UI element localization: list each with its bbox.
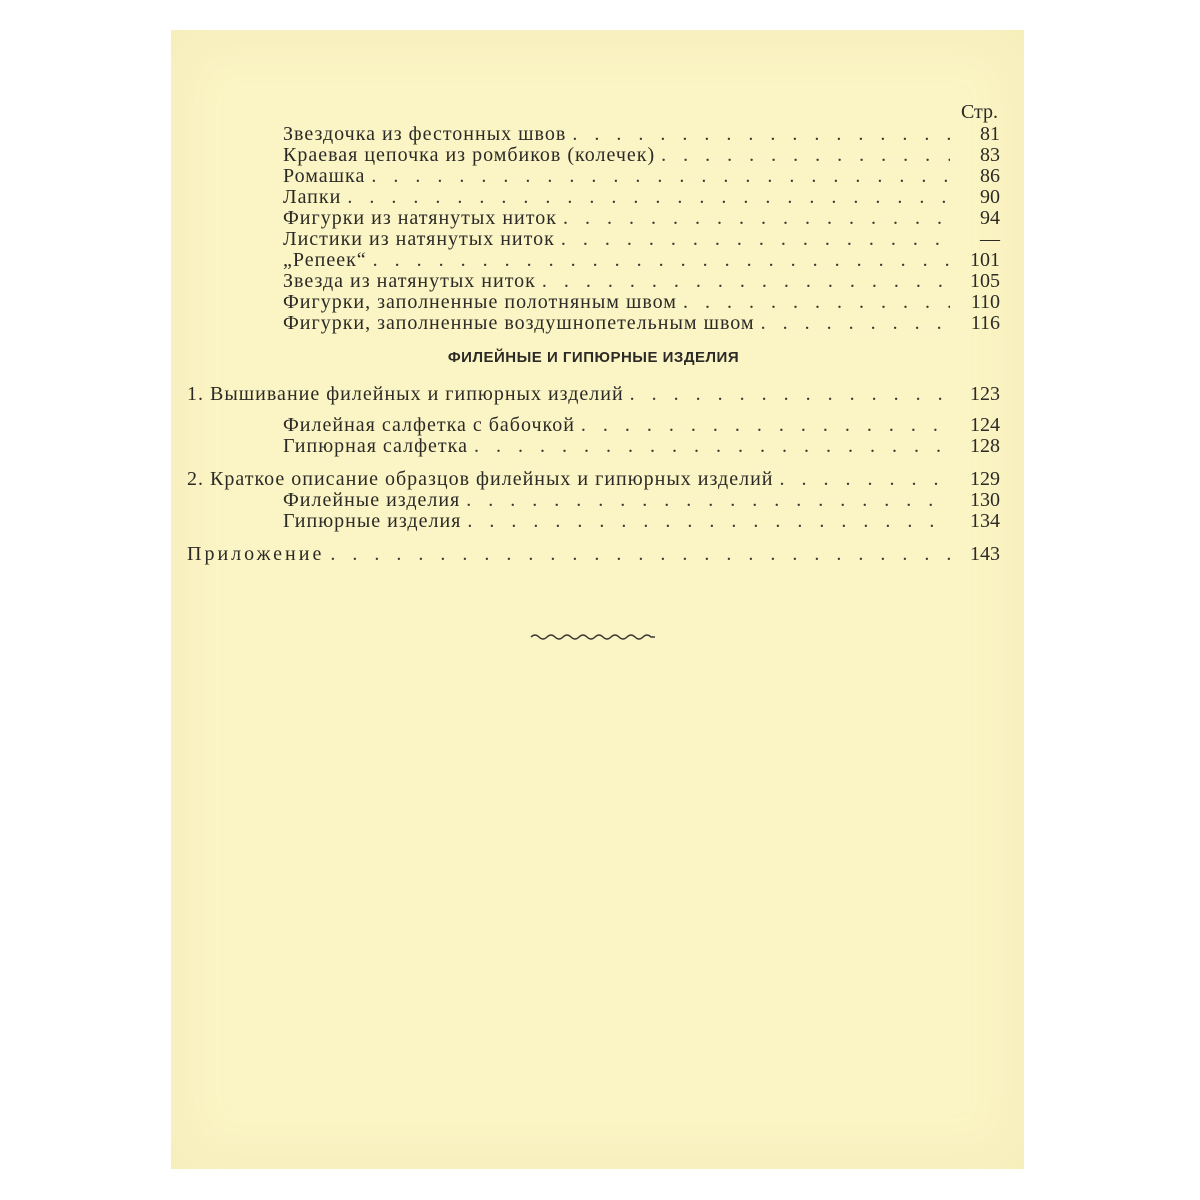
toc-chapter: [187, 469, 1000, 490]
dot-leader: [683, 292, 950, 313]
toc-entry-page: 94: [980, 207, 1000, 229]
toc-appendix-title: Приложение: [187, 543, 325, 565]
dot-leader: [467, 511, 950, 532]
toc-entry-page: 105: [970, 270, 1000, 292]
toc-entry-page: 90: [980, 186, 1000, 208]
toc-chapter-title: 2. Краткое описание образцов филейных и гипюрных изделий: [187, 468, 774, 490]
table-of-contents: [187, 100, 1000, 565]
toc-entry-page: 110: [970, 291, 1000, 313]
dot-leader: [661, 145, 950, 166]
dot-leader: [474, 436, 950, 457]
toc-entry-page: 83: [980, 144, 1000, 166]
toc-entry: [187, 313, 1000, 334]
decorative-divider-ornament: [529, 628, 657, 642]
toc-entry: [187, 187, 1000, 208]
dot-leader: [373, 250, 950, 271]
dot-leader: [466, 490, 950, 511]
toc-entry-title: Звездочка из фестонных швов: [283, 123, 567, 145]
toc-appendix-page: 143: [970, 543, 1000, 565]
toc-entry-title: Фигурки, заполненные воздушнопетельным швом: [283, 312, 755, 334]
toc-entry-title: Филейная салфетка с бабочкой: [283, 414, 575, 436]
dot-leader: [542, 271, 950, 292]
toc-entry: [187, 511, 1000, 532]
toc-entry-title: Ромашка: [283, 165, 366, 187]
toc-chapter-page: 123: [970, 383, 1000, 405]
toc-entry: [187, 271, 1000, 292]
toc-appendix: [187, 544, 1000, 565]
toc-chapter: [187, 384, 1000, 405]
toc-entry-title: Гипюрная салфетка: [283, 435, 468, 457]
dot-leader: [761, 313, 950, 334]
toc-entry-title: Лапки: [283, 186, 342, 208]
toc-entry: [187, 250, 1000, 271]
toc-entry-title: Филейные изделия: [283, 489, 461, 511]
dot-leader: [330, 544, 950, 565]
dot-leader: [371, 166, 950, 187]
toc-entry: [187, 436, 1000, 457]
toc-entry: [187, 229, 1000, 250]
toc-entry-title: Краевая цепочка из ромбиков (колечек): [283, 144, 656, 166]
toc-entry-page: —: [980, 228, 1000, 250]
section-heading: ФИЛЕЙНЫЕ И ГИПЮРНЫЕ ИЗДЕЛИЯ: [447, 349, 740, 366]
toc-entry-page: 81: [980, 123, 1000, 145]
toc-entry-title: Гипюрные изделия: [283, 510, 462, 532]
toc-entry-page: 101: [970, 249, 1000, 271]
toc-entry-title: Звезда из натянутых ниток: [283, 270, 536, 292]
toc-entry-page: 130: [970, 489, 1000, 511]
toc-entry-title: Листики из натянутых ниток: [283, 228, 555, 250]
dot-leader: [581, 415, 950, 436]
dot-leader: [347, 187, 950, 208]
toc-entry: [187, 208, 1000, 229]
dot-leader: [561, 229, 950, 250]
toc-chapter-page: 129: [970, 468, 1000, 490]
book-page: [171, 30, 1024, 1169]
toc-entry-title: „Репеек“: [283, 249, 367, 271]
toc-entry: [187, 124, 1000, 145]
toc-entry: [187, 145, 1000, 166]
toc-entry-page: 128: [970, 435, 1000, 457]
toc-entry-page: 124: [970, 414, 1000, 436]
dot-leader: [572, 124, 950, 145]
toc-entry: [187, 292, 1000, 313]
toc-entry-title: Фигурки, заполненные полотняным швом: [283, 291, 677, 313]
toc-entry: [187, 490, 1000, 511]
toc-entry-page: 86: [980, 165, 1000, 187]
toc-entry-page: 134: [970, 510, 1000, 532]
toc-entry-title: Фигурки из натянутых ниток: [283, 207, 557, 229]
toc-chapter-title: 1. Вышивание филейных и гипюрных изделий: [187, 383, 624, 405]
page-column-label: Стр.: [960, 101, 998, 123]
toc-entry: [187, 415, 1000, 436]
dot-leader: [563, 208, 950, 229]
toc-entry-page: 116: [970, 312, 1000, 334]
dot-leader: [780, 469, 951, 490]
dot-leader: [630, 384, 950, 405]
toc-entry: [187, 166, 1000, 187]
